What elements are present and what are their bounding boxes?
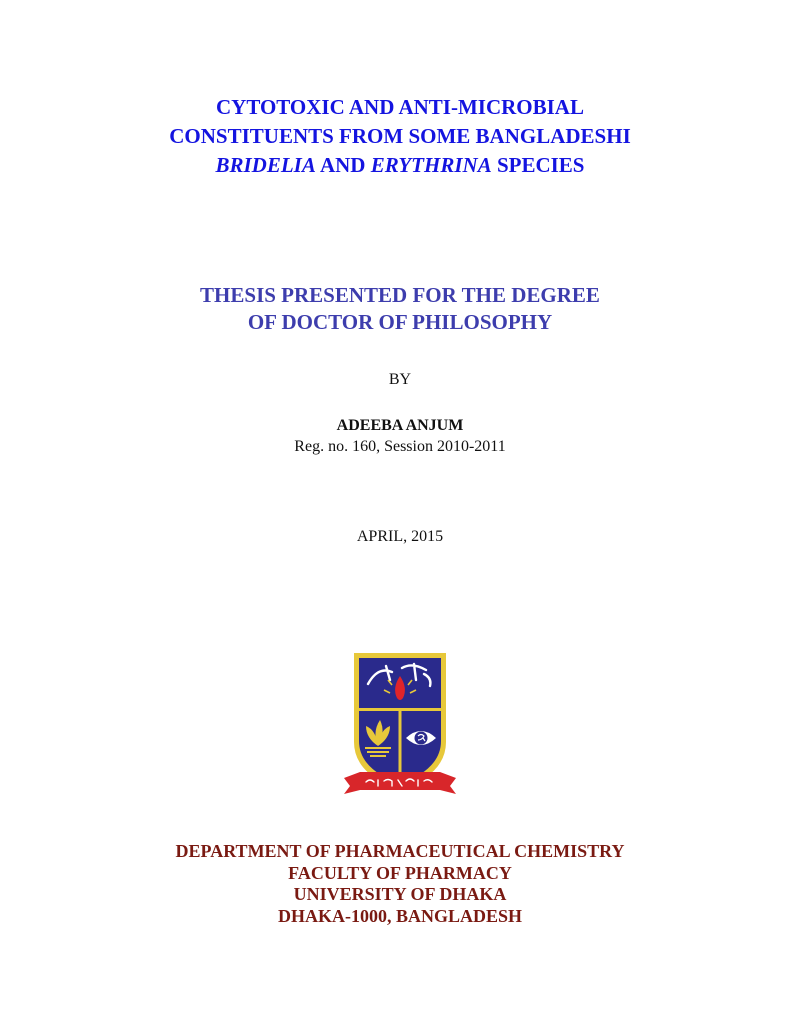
address: DHAKA-1000, BANGLADESH bbox=[277, 905, 523, 926]
degree-line-2: OF DOCTOR OF PHILOSOPHY bbox=[247, 310, 553, 334]
faculty-name: FACULTY OF PHARMACY bbox=[288, 862, 512, 883]
registration-info: Reg. no. 160, Session 2010-2011 bbox=[294, 438, 506, 455]
degree-line-1: THESIS PRESENTED FOR THE DEGREE bbox=[200, 283, 600, 307]
title-species: SPECIES bbox=[491, 153, 585, 177]
title-line-1: CYTOTOXIC AND ANTI-MICROBIAL bbox=[216, 95, 584, 119]
title-line-2: CONSTITUENTS FROM SOME BANGLADESHI bbox=[169, 124, 631, 148]
genus-bridelia: BRIDELIA bbox=[215, 153, 316, 177]
author-name: ADEEBA ANJUM bbox=[336, 417, 464, 434]
title-and: AND bbox=[315, 153, 371, 177]
university-of-dhaka-crest-icon bbox=[340, 650, 460, 805]
thesis-title bbox=[0, 93, 800, 180]
university-name: UNIVERSITY OF DHAKA bbox=[293, 884, 507, 904]
genus-erythrina: ERYTHRINA bbox=[370, 153, 492, 177]
department-name: DEPARTMENT OF PHARMACEUTICAL CHEMISTRY bbox=[175, 841, 625, 861]
degree-statement bbox=[0, 282, 800, 336]
title-line-3 bbox=[0, 151, 800, 180]
by-label: BY bbox=[388, 371, 412, 388]
eye-iris bbox=[415, 732, 428, 745]
institution-block bbox=[0, 841, 800, 927]
submission-date: APRIL, 2015 bbox=[356, 528, 444, 545]
